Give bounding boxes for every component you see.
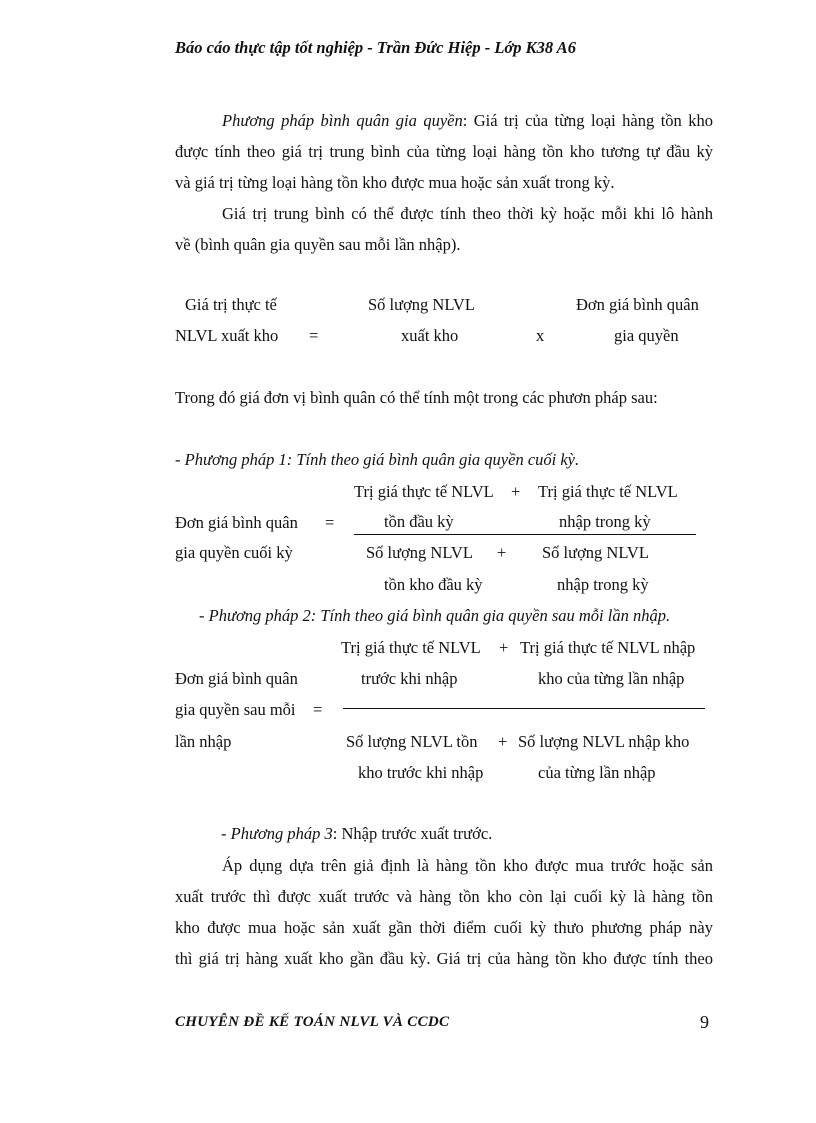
method2-plus-bottom: + bbox=[498, 732, 508, 751]
method2-plus-top: + bbox=[499, 638, 509, 657]
method3-heading bbox=[221, 826, 492, 843]
intro-line-5: về (bình quân gia quyền sau mỗi lần nhập). bbox=[175, 235, 461, 254]
formula1-mid-bottom: xuất kho bbox=[401, 326, 459, 345]
method2-lhs2: gia quyền sau mỗi bbox=[175, 700, 296, 719]
footer-title: CHUYÊN ĐỀ KẾ TOÁN NLVL VÀ CCDC bbox=[175, 1014, 450, 1030]
method1-fraction-line bbox=[354, 534, 696, 535]
formula1-mid-top: Số lượng NLVL bbox=[368, 295, 475, 314]
formula1-right-top: Đơn giá bình quân bbox=[576, 295, 699, 314]
method1-num-b2: nhập trong kỳ bbox=[559, 512, 651, 531]
method1-num-a2: tồn đầu kỳ bbox=[384, 512, 454, 531]
method1-den-b1: Số lượng NLVL bbox=[542, 543, 649, 562]
method2-fraction-line bbox=[343, 708, 705, 709]
intro-line-3: và giá trị từng loại hàng tồn kho được mua hoặc sản xuất trong kỳ. bbox=[175, 173, 615, 192]
method2-lhs3: lần nhập bbox=[175, 732, 232, 751]
method1-lhs1: Đơn giá bình quân bbox=[175, 513, 298, 532]
method3-name: Phương pháp 3 bbox=[230, 824, 333, 843]
method2-title: - Phương pháp 2: Tính theo giá bình quân gia quyền sau mỗi lần nhập. bbox=[199, 606, 671, 625]
method2-num-b1: Trị giá thực tế NLVL nhập bbox=[520, 638, 696, 657]
method1-equals: = bbox=[325, 513, 335, 532]
formula1-right-bottom: gia quyền bbox=[614, 326, 679, 345]
method3-rest: : Nhập trước xuất trước. bbox=[332, 824, 493, 843]
method2-num-a2: trước khi nhập bbox=[361, 669, 458, 688]
method3-prefix: - bbox=[221, 824, 231, 843]
method2-den-a2: kho trước khi nhập bbox=[358, 763, 484, 782]
method1-den-b2: nhập trong kỳ bbox=[557, 575, 649, 594]
method3-paragraph bbox=[175, 850, 713, 974]
method1-lhs2: gia quyền cuối kỳ bbox=[175, 543, 293, 562]
method2-num-a1: Trị giá thực tế NLVL bbox=[341, 638, 481, 657]
method2-den-a1: Số lượng NLVL tồn bbox=[346, 732, 478, 751]
method3-line-3: kho được mua hoặc sản xuất gần thời điểm cuối kỳ thưo phương pháp này bbox=[175, 918, 713, 937]
method1-plus-top: + bbox=[511, 482, 521, 501]
method1-den-a2: tồn kho đầu kỳ bbox=[384, 575, 483, 594]
method2-lhs1: Đơn giá bình quân bbox=[175, 669, 298, 688]
intro-line-1 bbox=[175, 105, 713, 136]
methods-intro: Trong đó giá đơn vị bình quân có thể tính một trong các phươn pháp sau: bbox=[175, 388, 658, 407]
method3-line-4: thì giá trị hàng xuất kho gần đầu kỳ. Giá trị của hàng tồn kho được tính theo bbox=[175, 949, 713, 968]
method2-den-b2: của từng lần nhập bbox=[538, 763, 656, 782]
method1-num-a1: Trị giá thực tế NLVL bbox=[354, 482, 494, 501]
formula1-left-bottom: NLVL xuất kho bbox=[175, 326, 279, 345]
intro-line-4: Giá trị trung bình có thể được tính theo thời kỳ hoặc mỗi khi lô hành bbox=[222, 204, 713, 223]
intro-paragraph bbox=[175, 105, 713, 260]
method-name: Phương pháp bình quân gia quyền bbox=[222, 111, 463, 130]
formula1-equals: = bbox=[309, 326, 319, 345]
intro-line-2: được tính theo giá trị trung bình của từng loại hàng tồn kho tương tự đầu kỳ bbox=[175, 142, 713, 161]
page-number: 9 bbox=[700, 1012, 709, 1032]
method2-equals: = bbox=[313, 700, 323, 719]
method2-den-b1: Số lượng NLVL nhập kho bbox=[518, 732, 690, 751]
intro-line-1-rest: : Giá trị của từng loại hàng tồn kho bbox=[462, 111, 713, 130]
page-header: Báo cáo thực tập tốt nghiệp - Trần Đức Hiệp - Lớp K38 A6 bbox=[175, 38, 576, 57]
method1-num-b1: Trị giá thực tế NLVL bbox=[538, 482, 678, 501]
method1-title: - Phương pháp 1: Tính theo giá bình quân gia quyền cuối kỳ. bbox=[175, 450, 580, 469]
formula1-times: x bbox=[536, 326, 545, 345]
method2-num-b2: kho của từng lần nhập bbox=[538, 669, 685, 688]
method3-line-1: Áp dụng dựa trên giả định là hàng tồn kho được mua trước hoặc sản bbox=[222, 856, 713, 875]
method1-plus-bottom: + bbox=[497, 543, 507, 562]
formula1-left-top: Giá trị thực tế bbox=[185, 295, 277, 314]
method1-den-a1: Số lượng NLVL bbox=[366, 543, 473, 562]
method3-line-2: xuất trước thì được xuất trước và hàng tồn kho còn lại cuối kỳ là hàng tồn bbox=[175, 887, 713, 906]
